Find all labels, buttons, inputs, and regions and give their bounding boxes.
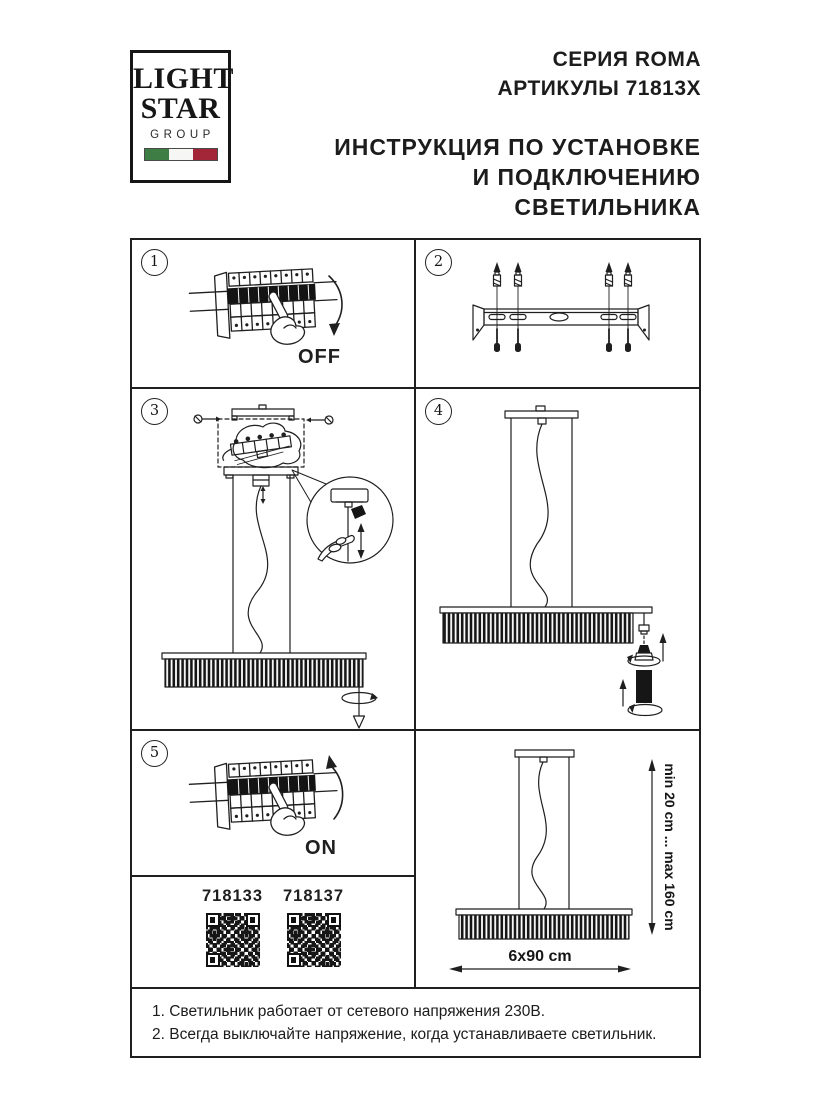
- qr-code-image: [206, 913, 260, 967]
- qr-finder-icon: [287, 913, 301, 927]
- flag-white-segment: [169, 149, 193, 160]
- side-screw-icon: [194, 415, 221, 423]
- anchor-screw-icon: [515, 262, 522, 352]
- terminal-block-icon: [220, 431, 292, 467]
- power-cord: [530, 424, 548, 607]
- qr-item: [280, 887, 348, 967]
- off-label: OFF: [298, 346, 341, 368]
- anchor-screw-icon: [494, 262, 501, 352]
- insert-arrow-icon: [620, 679, 627, 706]
- anchor-screw-icon: [606, 262, 613, 352]
- pendant-bar-icon: [440, 607, 652, 643]
- power-cord: [532, 762, 546, 909]
- side-screw-icon: [306, 416, 333, 424]
- qr-finder-icon: [287, 953, 301, 967]
- rotate-arrow-icon: [342, 686, 378, 728]
- logo-word-group: GROUP: [150, 129, 215, 141]
- insert-arrow-icon: [660, 633, 667, 661]
- rotate-arrow-icon: [628, 704, 662, 716]
- cord-lock-detail-circle: [307, 477, 393, 563]
- on-label: ON: [305, 837, 337, 859]
- step-number-badge: 2: [425, 249, 452, 276]
- lightstar-logo: [130, 50, 234, 183]
- anchor-screw-icon: [625, 262, 632, 352]
- step-number-badge: 4: [425, 398, 452, 425]
- panel-step-2: [416, 240, 699, 389]
- note-line: 1. Светильник работает от сетевого напряжения 230В.: [152, 1003, 546, 1020]
- panel-step-5: [132, 731, 416, 877]
- qr-code-image: [287, 913, 341, 967]
- steps-grid: [130, 238, 701, 1058]
- circuit-breaker-icon: [188, 758, 338, 836]
- instruction-title-line1: ИНСТРУКЦИЯ ПО УСТАНОВКЕ: [334, 134, 701, 160]
- breaker-on-diagram: [132, 731, 414, 875]
- power-cord: [248, 486, 268, 653]
- series-title: СЕРИЯ ROMA: [552, 48, 701, 71]
- ceiling-plate-icon: [515, 750, 574, 757]
- breaker-off-diagram: [132, 240, 414, 387]
- step-number-badge: 5: [141, 740, 168, 767]
- step-number-badge: 3: [141, 398, 168, 425]
- qr-finder-icon: [327, 913, 341, 927]
- panel-step-3: [132, 389, 416, 731]
- footer-notes: [132, 989, 699, 1056]
- pendant-dimensions-diagram: [416, 731, 699, 987]
- qr-finder-icon: [246, 913, 260, 927]
- width-dimension-label: 6x90 cm: [508, 948, 572, 965]
- qr-finder-icon: [206, 953, 220, 967]
- tube-lamp-icon: [636, 670, 652, 703]
- canopy-icon: [224, 467, 298, 486]
- off-arrow-icon: [329, 276, 342, 336]
- width-dimension-arrow: [449, 966, 631, 973]
- article-number: 718133: [201, 887, 264, 905]
- qr-finder-icon: [206, 913, 220, 927]
- panel-step-1: [132, 240, 416, 389]
- flag-red-segment: [193, 149, 217, 160]
- lamp-holder-icon: [627, 645, 660, 666]
- articles-title: АРТИКУЛЫ 71813X: [497, 77, 701, 100]
- instruction-title: [280, 132, 701, 222]
- pendant-bar-icon: [456, 909, 632, 939]
- panel-qr-codes: [132, 877, 416, 989]
- step-number-badge: 1: [141, 249, 168, 276]
- flag-green-segment: [145, 149, 169, 160]
- height-dimension-arrow: [649, 759, 656, 935]
- ceiling-plate-icon: [505, 406, 578, 418]
- ceiling-mount-diagram: [132, 389, 414, 729]
- note-line: 2. Всегда выключайте напряжение, когда устанавливаете светильник.: [152, 1026, 657, 1043]
- ceiling-bracket-icon: [232, 405, 294, 420]
- qr-item: [199, 887, 267, 967]
- panel-step-4: [416, 389, 699, 731]
- circuit-breaker-icon: [188, 267, 338, 345]
- logo-word-light: LIGHT: [133, 62, 234, 95]
- panel-dimensions: [416, 731, 699, 989]
- pendant-bar-icon: [162, 653, 366, 687]
- header-text-block: [280, 45, 701, 222]
- pendant-assembly-diagram: [416, 389, 699, 729]
- instruction-title-line2: И ПОДКЛЮЧЕНИЮ СВЕТИЛЬНИКА: [472, 164, 701, 220]
- height-dimension-label: min 20 cm ... max 160 cm: [662, 763, 678, 931]
- logo-word-star: STAR: [140, 92, 221, 125]
- on-arrow-icon: [326, 755, 343, 819]
- mounting-bracket-diagram: [416, 240, 699, 387]
- lamp-socket-icon: [639, 613, 649, 645]
- article-number: 718137: [282, 887, 345, 905]
- mounting-bracket-icon: [473, 305, 649, 340]
- italy-flag-icon: [144, 148, 218, 161]
